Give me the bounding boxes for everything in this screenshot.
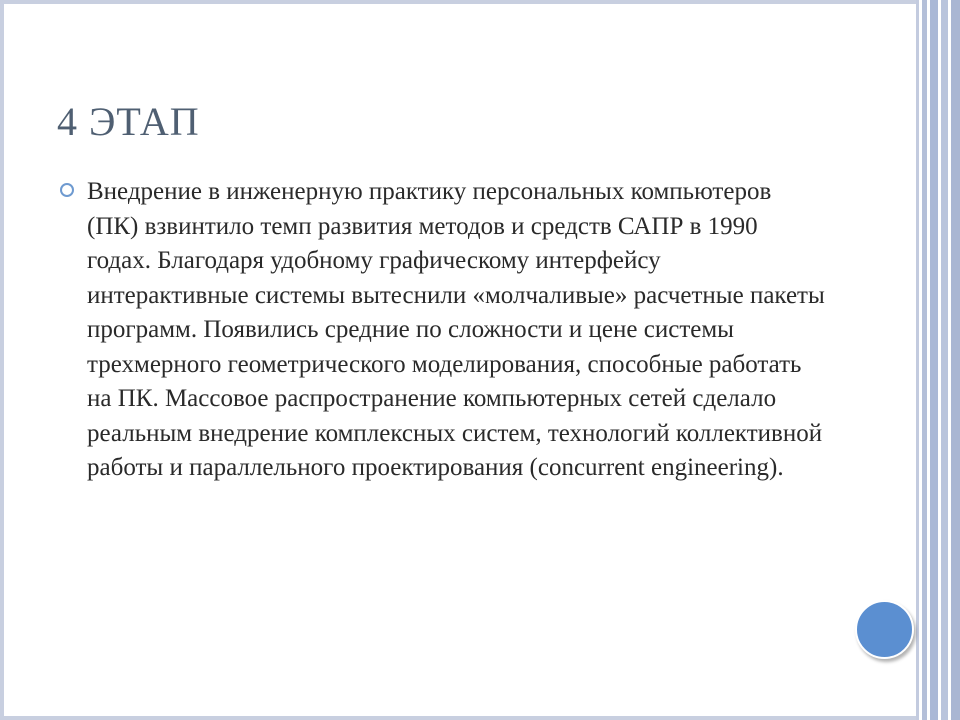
slide-title: 4 ЭТАП [57, 99, 200, 144]
bullet-circle-icon [60, 183, 74, 197]
slide-frame-bottom [0, 716, 916, 720]
slide-body-text: Внедрение в инженерную практику персональных компьютеров (ПК) взвинтило темп развития методов и средств САПР в 1990 годах. Благодаря удобному графическому интерфейсу интерактивные системы вытеснили «молчаливые» расчетные пакеты программ. Появились средние по сложности и цене системы трехмерного геометрического моделирования, способные работать на ПК. Массовое распространение компьютерных сетей сделало реальным внедрение комплексных систем, технологий коллективной работы и параллельного проектирования (concurrent engineering). [87, 178, 825, 481]
decorative-stripes [916, 0, 960, 720]
slide-frame-left [0, 0, 4, 720]
blue-circle-icon[interactable] [855, 600, 914, 659]
slide-frame-top [0, 0, 916, 4]
